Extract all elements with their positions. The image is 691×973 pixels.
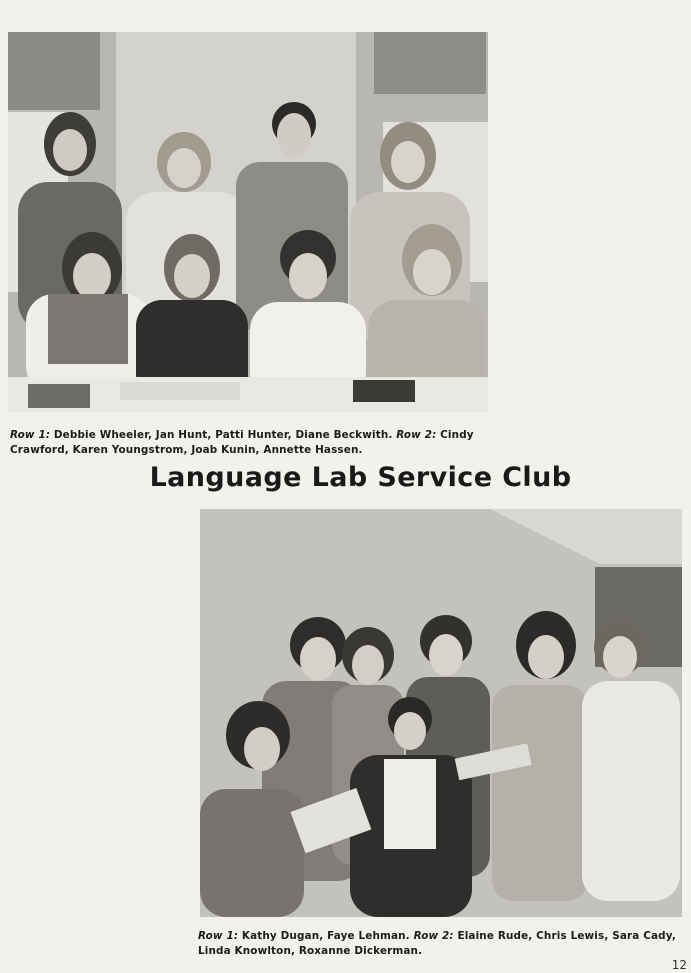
bottom-photo-caption bbox=[198, 929, 690, 959]
row1-names: Debbie Wheeler, Jan Hunt, Patti Hunter, Diane Beckwith. bbox=[53, 429, 393, 441]
group-photo-bottom bbox=[200, 509, 682, 917]
row1-names: Kathy Dugan, Faye Lehman. bbox=[241, 930, 410, 942]
row2-label: Row 2: bbox=[413, 930, 454, 942]
top-photo-caption bbox=[10, 428, 490, 458]
row1-label: Row 1: bbox=[10, 429, 51, 441]
row2-label: Row 2: bbox=[396, 429, 437, 441]
page-number: 12 bbox=[671, 958, 687, 972]
row2-names: Elaine Rude, Chris Lewis, Sara Cady, Linda Knowlton, Roxanne Dickerman. bbox=[198, 930, 676, 957]
club-title: Language Lab Service Club bbox=[149, 462, 572, 493]
group-photo-top bbox=[8, 32, 488, 412]
row1-label: Row 1: bbox=[198, 930, 239, 942]
row2-names: Cindy Crawford, Karen Youngstrom, Joab Kunin, Annette Hassen. bbox=[10, 429, 474, 456]
